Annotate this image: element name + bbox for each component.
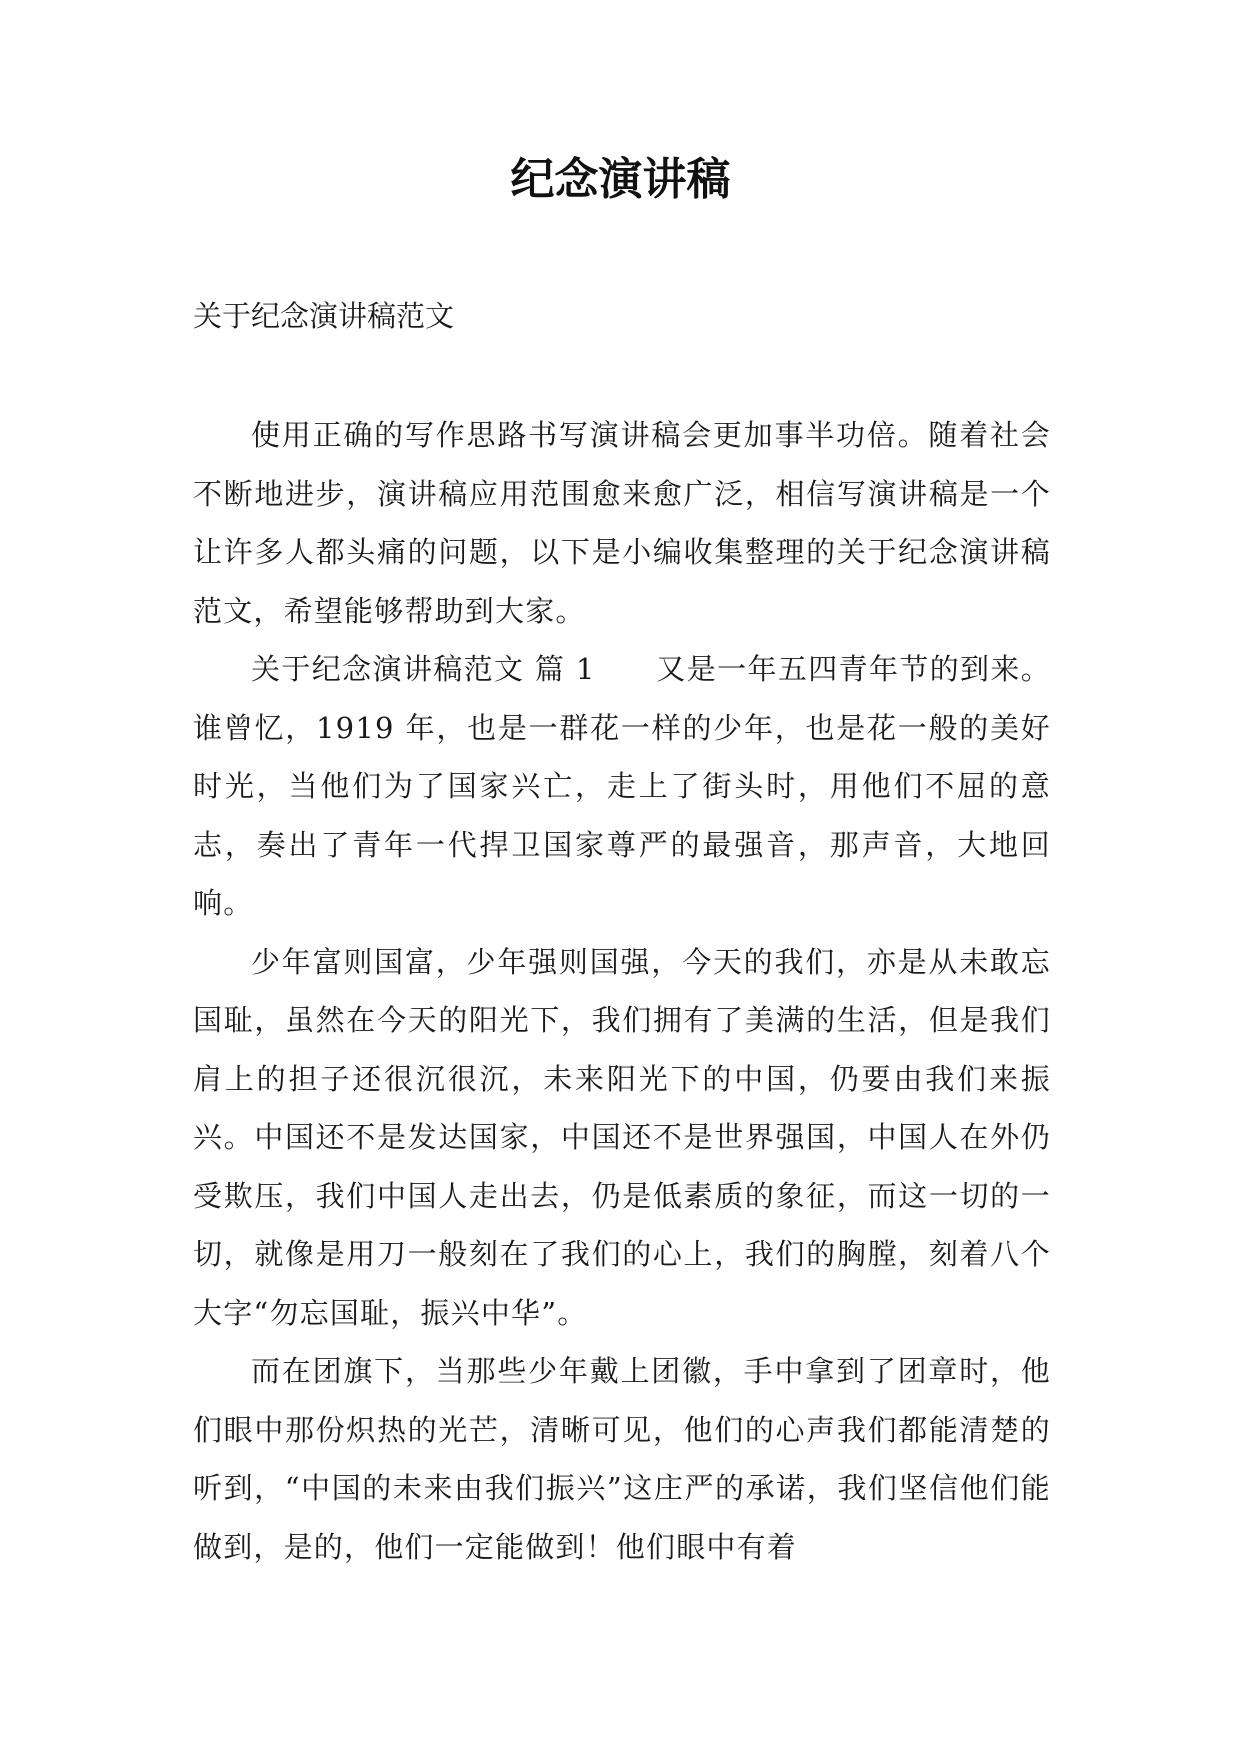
document-title: 纪念演讲稿 [510,154,731,205]
paragraph-youth: 少年富则国富，少年强则国强，今天的我们，亦是从未敢忘国耻，虽然在今天的阳光下，我们拥有了美满的生活，但是我们肩上的担子还很沉很沉，未来阳光下的中国，仍要由我们来振兴。中国还不是发达国家，中国还不是世界强国，中国人在外仍受欺压，我们中国人走出去，仍是低素质的象征，而这一切的一切，就像是用刀一般刻在了我们的心上，我们的胸膛，刻着八个大字“勿忘国耻，振兴中华”。 [193,944,1051,1330]
paragraph-section-1: 关于纪念演讲稿范文 篇 1 又是一年五四青年节的到来。谁曾忆，1919 年，也是一群花一样的少年，也是花一般的美好时光，当他们为了国家兴亡，走上了街头时，用他们不屈的意志，奏出了青年一代捍卫国家尊严的最强音，那声音，大地回响。 [193,652,1051,920]
document-body [193,406,1051,1576]
paragraph-league-flag: 而在团旗下，当那些少年戴上团徽，手中拿到了团章时，他们眼中那份炽热的光芒，清晰可见，他们的心声我们都能清楚的听到，“中国的未来由我们振兴”这庄严的承诺，我们坚信他们能做到，是的，他们一定能做到！他们眼中有着 [193,1354,1051,1564]
paragraph-intro: 使用正确的写作思路书写演讲稿会更加事半功倍。随着社会不断地进步，演讲稿应用范围愈来愈广泛，相信写演讲稿是一个让许多人都头痛的问题，以下是小编收集整理的关于纪念演讲稿范文，希望能够帮助到大家。 [193,418,1051,628]
document-subtitle: 关于纪念演讲稿范文 [193,299,455,333]
